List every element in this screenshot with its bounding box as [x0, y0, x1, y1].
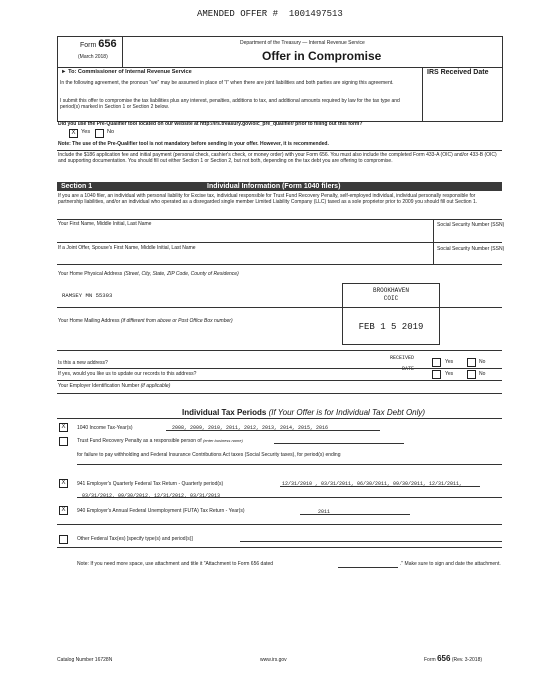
- tax-periods-heading: [182, 408, 425, 417]
- section-1-title: Individual Information (Form 1040 filers): [207, 183, 341, 190]
- trust-fund-business-field[interactable]: [274, 436, 404, 444]
- form-date: (March 2018): [78, 54, 108, 60]
- update-records-question: If yes, would you like us to update our records to this address?: [58, 371, 197, 377]
- income-tax-label: 1040 Income Tax-Year(s): [77, 425, 133, 431]
- prequal-note: Note: The use of the Pre-Qualifier tool is not mandatory before sending in your offer. However, it is recommended.: [58, 141, 329, 147]
- spouse-name-field[interactable]: [58, 252, 430, 263]
- attachment-date-field[interactable]: [338, 561, 398, 568]
- amended-offer-number: 1001497513: [288, 9, 343, 19]
- first-name-label: Your First Name, Middle Initial, Last Name: [58, 221, 152, 227]
- tax-periods-title: Individual Tax Periods: [182, 408, 267, 417]
- stamp-date-label: DATE: [402, 366, 415, 372]
- department: Department of the Treasury — Internal Revenue Service: [240, 40, 365, 46]
- page-title: Offer in Compromise: [262, 49, 382, 63]
- prequal-yes-checkbox[interactable]: X: [69, 129, 78, 138]
- stamp-line-2: COIC: [383, 295, 399, 302]
- section-1-intro: If you are a 1040 filer, an individual with personal liability for Excise tax, individual responsible for Trust Fund Recovery Penalty, self-employed individual, individual personally responsible for partnership liabilities, and/or an individual who operated as a disregarded single member Limited Liability Company (LLC) taxed as a sole proprietor prior to 2009 you should fill out Section 1.: [58, 193, 478, 205]
- mailing-address-hint: (if different from above or Post Office Box number): [120, 318, 233, 324]
- stamp-date: FEB 1 5 2019: [358, 322, 424, 332]
- q941-values: 12/31/2010 , 03/31/2011, 06/30/2011, 09/30/2011, 12/31/2011,: [282, 481, 463, 487]
- footer-form-number: 656: [437, 654, 451, 663]
- trust-fund-hint: (enter business name): [203, 438, 243, 443]
- form-number: 656: [98, 38, 117, 50]
- ein-label: Your Employer Identification Number (if applicable): [58, 383, 171, 389]
- physical-address-hint: (Street, City, State, ZIP Code, County of Residence): [123, 271, 239, 277]
- irs-website[interactable]: www.irs.gov: [260, 657, 287, 663]
- new-address-yes-label: Yes: [445, 359, 454, 365]
- futa-year: 2011: [318, 509, 331, 515]
- update-no-checkbox[interactable]: [467, 370, 476, 379]
- amended-offer-note: [197, 9, 343, 19]
- amended-offer-label: AMENDED OFFER #: [197, 9, 279, 19]
- other-tax-field[interactable]: [240, 535, 502, 542]
- form-label: Form 656: [80, 38, 117, 50]
- trust-fund-line-2: for failure to pay withholding and Federal Insurance Contributions Act taxes (Social Security taxes), for period(s) ending: [77, 452, 341, 458]
- mailing-address-field[interactable]: [58, 326, 338, 346]
- update-yes-checkbox[interactable]: [432, 370, 441, 379]
- other-tax-label: Other Federal Tax(es) [specify type(s) and period(s)]: [77, 536, 193, 542]
- to-line: ► To: Commissioner of Internal Revenue Service: [61, 69, 192, 75]
- prequal-question: Did you use the Pre-Qualifier tool located on our website at http://irs.treasury.gov/oic_pre_qualifier/ prior to filling out this form?: [58, 121, 363, 127]
- intro-paragraph-1: In the following agreement, the pronoun “we” may be assumed in place of “I” when there are joint liabilities and both parties are signing this agreement.: [60, 80, 394, 86]
- mailing-address-label: Your Home Mailing Address (if different from above or Post Office Box number): [58, 318, 233, 324]
- futa-checkbox[interactable]: X: [59, 506, 68, 515]
- received-stamp: [342, 283, 440, 345]
- income-tax-checkbox[interactable]: X: [59, 423, 68, 432]
- update-yes-label: Yes: [445, 371, 454, 377]
- q941-values-2: 03/31/2012, 09/30/2012, 12/31/2012, 03/31/2013: [82, 493, 221, 499]
- new-address-yes-checkbox[interactable]: [432, 358, 441, 367]
- include-instructions: Include the $186 application fee and initial payment (personal check, cashier's check, or money order) with your Form 656. You must also include the completed Form 433-A (OIC) and/or 433-B (OIC) and supporting documentation. You should fill out either Section 1 or Section 2, but not both, depending on the tax debt you are offering to compromise.: [58, 152, 497, 164]
- ssn-label: Social Security Number (SSN): [437, 222, 505, 228]
- tax-periods-subtitle: (If Your Offer is for Individual Tax Debt Only): [268, 408, 426, 417]
- new-address-no-label: No: [479, 359, 486, 365]
- futa-year-field[interactable]: [300, 507, 410, 515]
- ein-hint: (if applicable): [140, 383, 171, 389]
- update-no-label: No: [479, 371, 486, 377]
- attachment-note: Note: If you need more space, use attachment and title it "Attachment to Form 656 dated: [77, 561, 274, 567]
- first-name-field[interactable]: [58, 229, 430, 241]
- income-tax-years: 2008, 2009, 2010, 2011, 2012, 2013, 2014, 2015, 2016: [172, 425, 329, 431]
- stamp-line-1: BROOKHAVEN: [372, 287, 409, 294]
- new-address-no-checkbox[interactable]: [467, 358, 476, 367]
- footer-rev: (Rev. 3-2018): [451, 657, 483, 663]
- q941-label: 941 Employer's Quarterly Federal Tax Return - Quarterly period(s): [77, 481, 224, 487]
- physical-address-label: Your Home Physical Address (Street, City, State, ZIP Code, County of Residence): [58, 271, 239, 277]
- prequal-no-checkbox[interactable]: [95, 129, 104, 138]
- section-1-bar: [57, 182, 502, 191]
- irs-received-date-label: IRS Received Date: [427, 69, 489, 76]
- footer-form: Form 656 (Rev. 3-2018): [424, 654, 483, 663]
- catalog-number: Catalog Number 16728N: [57, 657, 113, 663]
- other-tax-checkbox[interactable]: [59, 535, 68, 544]
- other-tax-field-2[interactable]: [57, 547, 502, 548]
- futa-label: 940 Employer's Annual Federal Unemployment (FUTA) Tax Return - Year(s): [77, 508, 245, 514]
- trust-fund-checkbox[interactable]: [59, 437, 68, 446]
- address-value[interactable]: RAMSEY MN 55303: [62, 292, 113, 299]
- new-address-question: Is this a new address?: [58, 360, 108, 366]
- ssn-field[interactable]: [436, 229, 500, 241]
- spouse-ssn-field[interactable]: [436, 252, 500, 263]
- trust-fund-label: Trust Fund Recovery Penalty as a responsible person of (enter business name): [77, 438, 243, 444]
- spouse-ssn-label: Social Security Number (SSN): [437, 246, 505, 252]
- q941-checkbox[interactable]: X: [59, 479, 68, 488]
- prequal-no-label: No: [107, 129, 115, 135]
- spouse-name-label: If a Joint Offer, Spouse's First Name, Middle Initial, Last Name: [58, 245, 196, 251]
- attachment-note-2: ." Make sure to sign and date the attachment.: [400, 561, 501, 567]
- section-1-label: Section 1: [61, 183, 93, 190]
- intro-paragraph-2: I submit this offer to compromise the tax liabilities plus any interest, penalties, additions to tax, and additional amounts required by law for the tax type and period(s) marked in Section 1 or Section 2 below.: [60, 98, 400, 110]
- stamp-received: RECEIVED: [390, 355, 415, 361]
- trust-fund-periods-field[interactable]: [77, 464, 502, 465]
- prequal-yes-label: Yes: [81, 129, 91, 135]
